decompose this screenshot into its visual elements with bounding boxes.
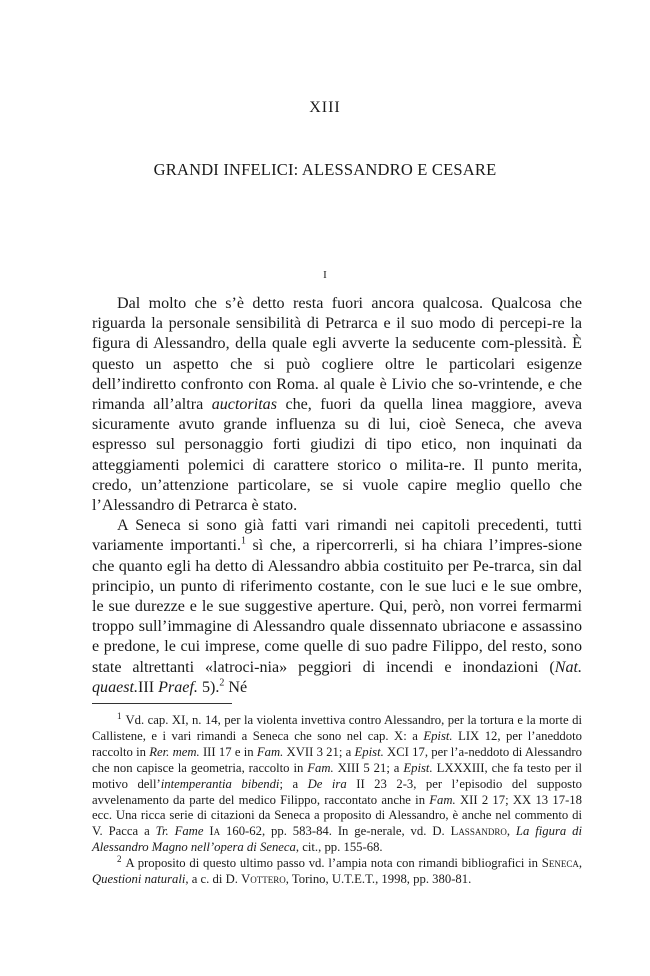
footnote-2 bbox=[92, 853, 582, 888]
fn1-roman: X bbox=[394, 728, 404, 743]
chapter-title: GRANDI INFELICI: ALESSANDRO E CESARE bbox=[153, 160, 497, 179]
footnote-separator bbox=[92, 703, 232, 704]
fn2-text: A proposito di questo ultimo passo vd. l’ampia nota con rimandi bibliografici in bbox=[125, 856, 542, 871]
fn1-italic: Rer. mem. bbox=[149, 744, 200, 759]
fn1-italic: Fam. bbox=[256, 744, 284, 759]
fn1-italic: Tr. Fame bbox=[155, 824, 204, 839]
p1-auctoritas: auctoritas bbox=[211, 396, 277, 414]
fn1-author: Lassandro bbox=[450, 824, 507, 839]
p2-ref-end: 5). bbox=[197, 678, 220, 696]
fn1-text: : a bbox=[403, 728, 424, 743]
fn1-text: 17, per l’a-neddoto di Alessandro che non capisce la geometria, raccolto in bbox=[92, 744, 582, 775]
fn1-roman: XIII bbox=[333, 760, 360, 775]
p2-ref-work: Nat. quaest. bbox=[92, 658, 582, 696]
fn2-text: , a c. di D. bbox=[185, 872, 242, 887]
fn2-text: , bbox=[578, 856, 582, 871]
fn1-roman: III bbox=[199, 744, 216, 759]
footnotes bbox=[92, 710, 582, 888]
fn1-italic: De ira bbox=[307, 776, 347, 791]
fn1-italic: intemperantia bibendi bbox=[160, 776, 280, 791]
fn1-roman: II bbox=[346, 776, 365, 791]
footnote-1 bbox=[92, 710, 582, 856]
p2-ref-book: III bbox=[138, 678, 155, 696]
footnote-ref-1[interactable]: 1 bbox=[241, 536, 247, 548]
fn1-text: , che fa testo per il motivo dell’ bbox=[92, 760, 582, 791]
fn1-text: , bbox=[506, 824, 516, 839]
fn1-text: 23 2-3, per l’episodio del supposto avvelenamento da parte del medico Filippo, raccontato anche in bbox=[92, 776, 582, 807]
footnote-mark-2: 2 bbox=[117, 853, 122, 864]
fn1-italic: Epist. bbox=[354, 744, 384, 759]
fn1-text: , cit., pp. 155-68. bbox=[295, 840, 383, 855]
body-text bbox=[92, 294, 582, 698]
fn1-text: 12, per l’aneddoto raccolto in bbox=[92, 728, 582, 759]
fn1-text: 13 17-18 ecc. Una ricca serie di citazioni da Seneca a proposito di Alessandro, è anche nel commento di V. Pacca a bbox=[92, 792, 582, 839]
footnote-mark-1: 1 bbox=[117, 710, 122, 721]
fn1-roman: LIX bbox=[452, 728, 480, 743]
p1-text-b: che, fuori da quella linea maggiore, aveva sicuramente avuto grande influenza su di lui, cioè Seneca, che aveva espresso sul personaggio forti giudizi di tipo etico, non inquinati da atteggiamenti polemici di carattere storico o milita-re. Il punto merita, credo, un’attenzione particolare, se si vuole capire meglio quello che l’Alessandro di Petrarca è stato. bbox=[92, 396, 582, 515]
fn1-roman: XX bbox=[512, 792, 532, 807]
fn1-text: 3 21; a bbox=[313, 744, 355, 759]
fn2-text: , Torino, U.T.E.T., 1998, pp. 380-81. bbox=[285, 872, 472, 887]
fn1-roman: XCI bbox=[383, 744, 409, 759]
fn1-italic: Epist. bbox=[423, 728, 453, 743]
fn1-roman: LXXXIII bbox=[436, 760, 485, 775]
p2-ref-praef: Praef. bbox=[158, 678, 198, 696]
fn1-italic: La figura di Alessandro Magno nell’opera di Seneca bbox=[92, 824, 582, 855]
fn1-roman: XVII bbox=[283, 744, 314, 759]
fn1-italic: Epist. bbox=[403, 760, 433, 775]
fn1-roman: XI bbox=[171, 713, 186, 727]
footnote-ref-2[interactable]: 2 bbox=[219, 677, 225, 689]
fn1-italic: Fam. bbox=[307, 760, 334, 775]
fn1-roman: XII bbox=[455, 792, 478, 807]
p2-text-a: A Seneca si sono già fatti vari rimandi nei capitoli precedenti, tutti variamente importanti. bbox=[92, 517, 582, 555]
p2-tail: Né bbox=[224, 678, 248, 696]
p2-text-b: sì che, a ripercorrerli, si ha chiara l’impres-sione che quanto egli ha detto di Alessandro abbia costituito per Pe-trarca, sin dal principio, un punto di riferimento costante, con le sue luci e le sue ombre, le sue durezze e le sue suggestive aperture. Qui, però, non vorrei fermarmi troppo sull’immagine di Alessandro quale dissennato ubriacone e assassino e predone, le cui imprese, come quelle di suo padre Filippo, del resto, sono state altrettanti «latroci-nia» peggiori di incendi e inondazioni ( bbox=[92, 537, 582, 676]
fn2-author: Vottero bbox=[241, 872, 286, 887]
fn1-italic: Fam. bbox=[429, 792, 456, 807]
fn1-roman: Ia bbox=[203, 824, 221, 839]
fn1-text: 2 17; bbox=[477, 792, 513, 807]
fn1-text: 5 21; a bbox=[359, 760, 404, 775]
section-number: I bbox=[323, 269, 327, 281]
fn2-italic: Questioni naturali bbox=[92, 872, 186, 887]
paragraph-1 bbox=[92, 294, 582, 516]
fn1-text: 17 e in bbox=[215, 744, 257, 759]
paragraph-2 bbox=[92, 516, 582, 698]
fn1-text: , n. 14, per la violenta invettiva contro Alessandro, per la tortura e la morte di Callistene, e i vari rimandi a Seneca che sono nel cap. bbox=[92, 713, 582, 743]
p1-text-a: Dal molto che s’è detto resta fuori ancora qualcosa. Qualcosa che riguarda la personale sensibilità di Petrarca e il suo modo di percepi-re la figura di Alessandro, della quale egli avverte la seducente com-plessità. È questo un aspetto che si può cogliere oltre le particolari esigenze dell’indiretto confronto con Roma. al quale è Livio che so-vrintende, e che rimanda all’altra bbox=[92, 295, 582, 414]
fn1-text: ; a bbox=[279, 776, 308, 791]
fn1-text: 160-62, pp. 583-84. In ge-nerale, vd. D. bbox=[220, 824, 451, 839]
fn1-text: Vd. cap. bbox=[125, 713, 172, 727]
chapter-number: XIII bbox=[309, 99, 341, 116]
fn2-author: Seneca bbox=[541, 856, 579, 871]
